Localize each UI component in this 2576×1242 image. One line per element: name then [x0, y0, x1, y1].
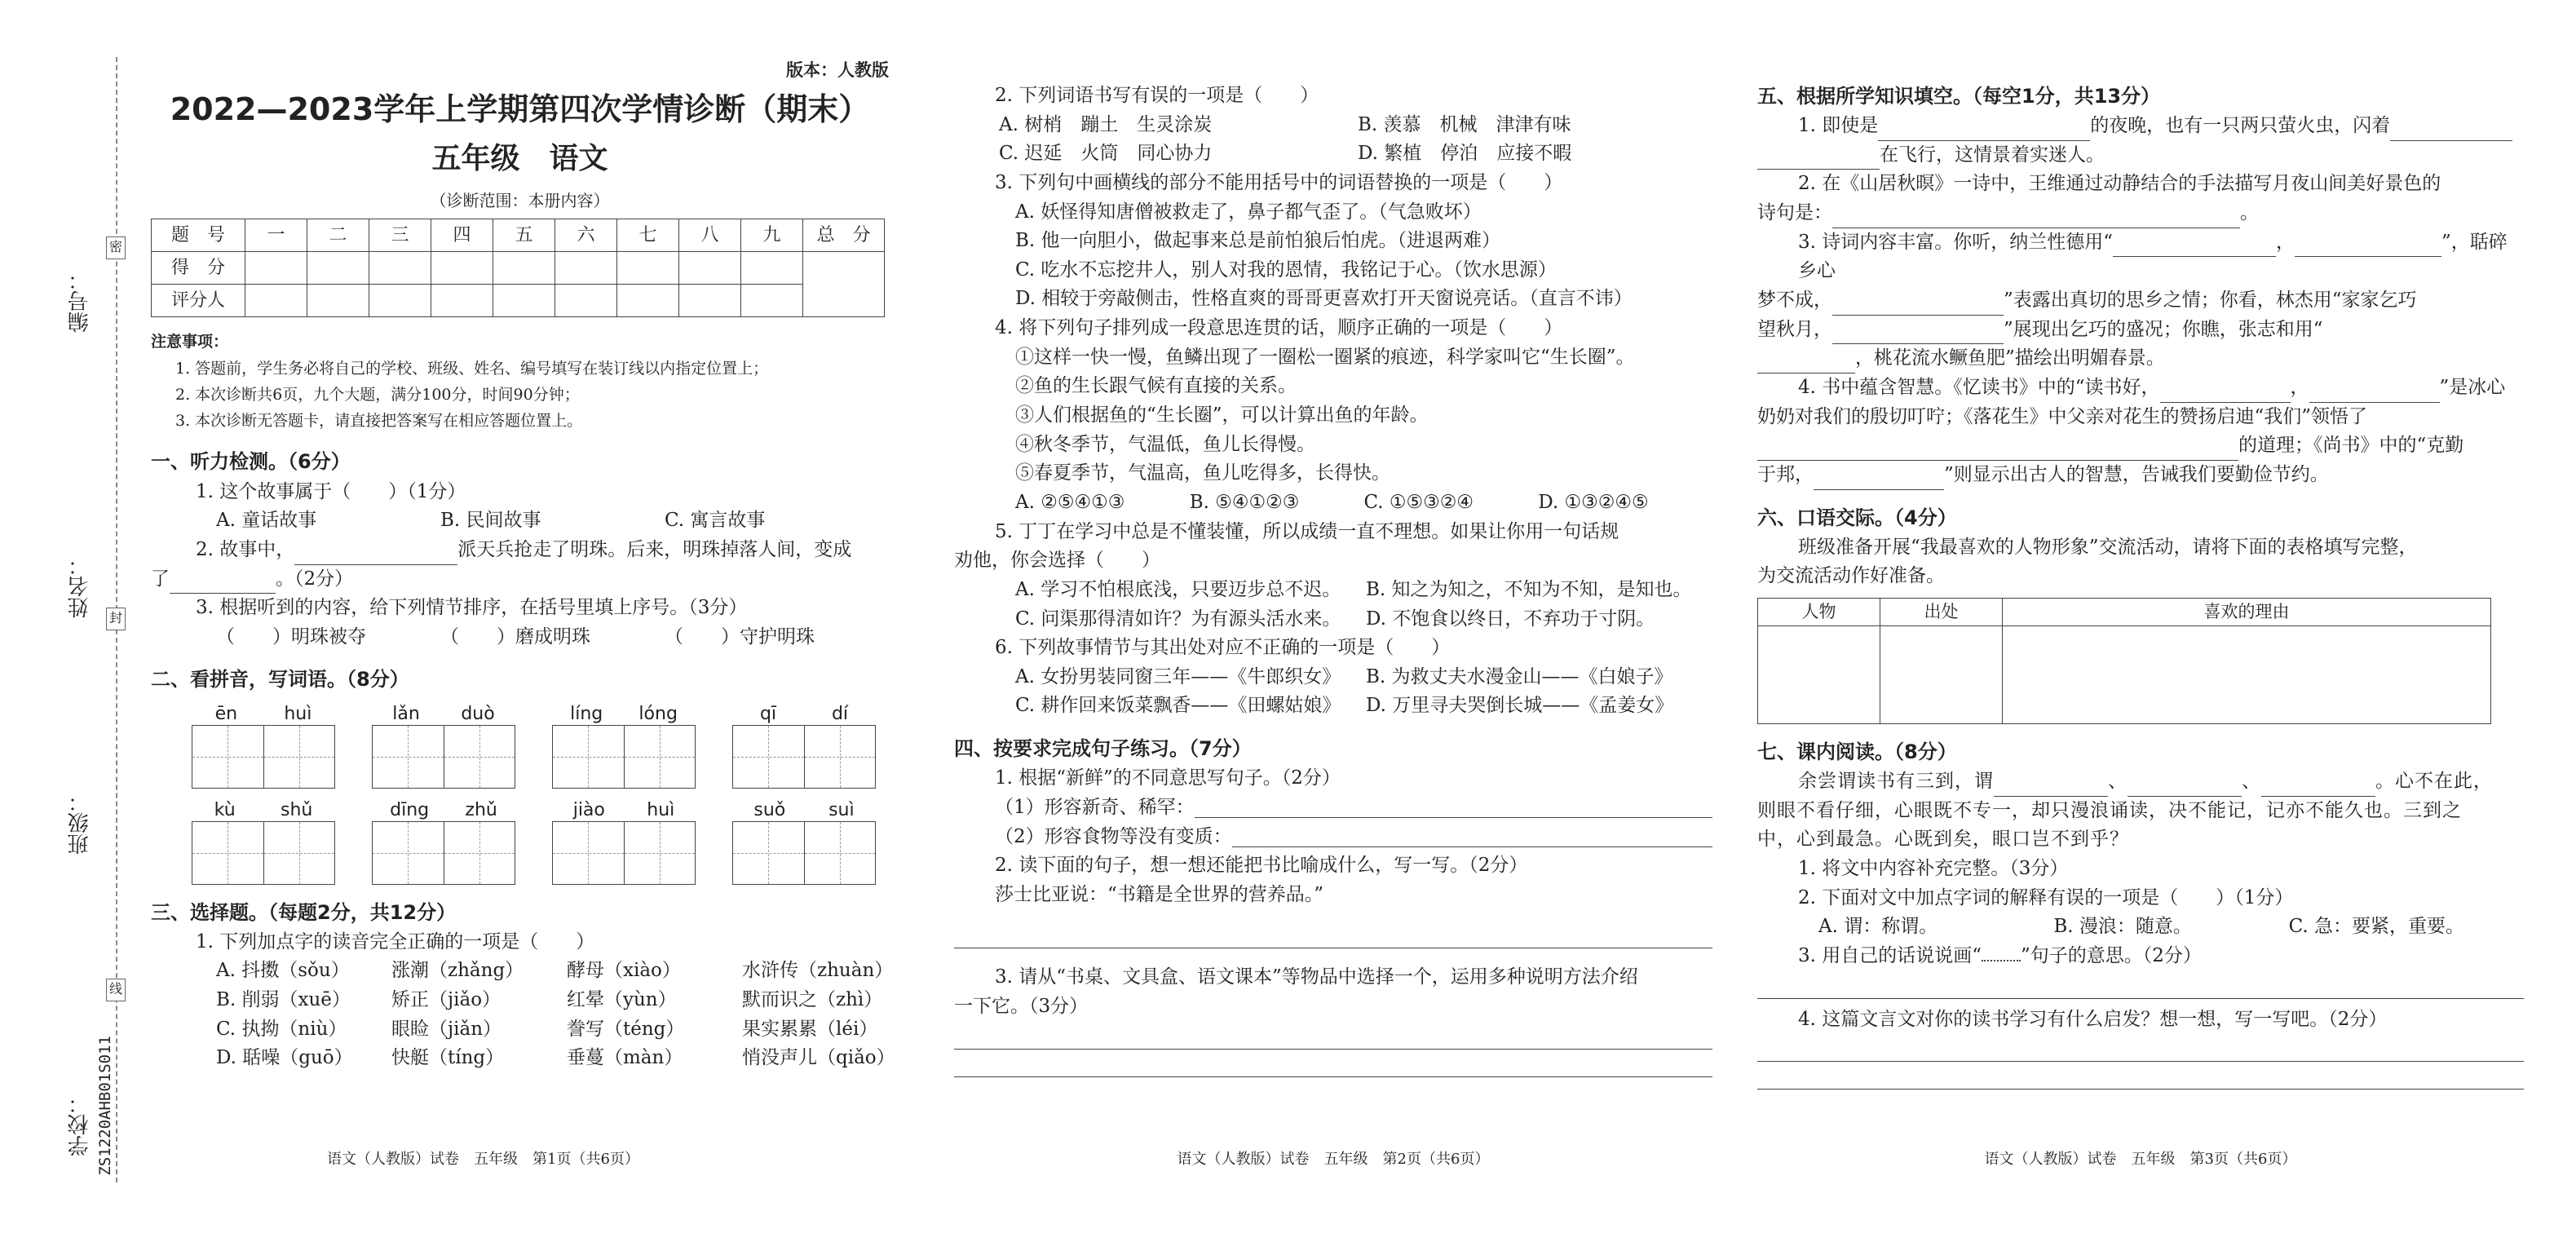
writing-grid[interactable] [552, 821, 696, 885]
class-label: 班级： [68, 791, 92, 855]
question: 一下它。（3分） [954, 996, 1089, 1018]
question [954, 793, 1712, 823]
question-text: ”表露出真切的思乡之情；你看，林杰用“家家乞巧 [2004, 290, 2417, 312]
score-header: 六 [555, 219, 617, 252]
option[interactable]: B. 削弱（xuē） [216, 989, 351, 1011]
option[interactable]: A. 谓：称谓。 [1818, 916, 1938, 938]
question-text: 的道理；《尚书》中的“克勤 [2238, 435, 2464, 457]
question [1757, 141, 2524, 170]
table-cell[interactable] [2003, 625, 2491, 723]
question: 2. 在《山居秋暝》一诗中，王维通过动静结合的手法描写月夜山间美好景色的 [1798, 173, 2441, 195]
school-label: 学校： [68, 1093, 92, 1156]
binding-margin [0, 0, 122, 1242]
question [1757, 286, 2524, 316]
exam-scope: （诊断范围：本册内容） [430, 191, 610, 211]
options-grid [954, 576, 1712, 634]
pinyin-word [192, 701, 335, 789]
pinyin-word [372, 701, 515, 789]
pinyin: ēn [214, 703, 238, 724]
question-text: ， [2276, 231, 2295, 253]
seal-mark: 密 [106, 236, 126, 259]
pinyin: huì [647, 799, 675, 820]
option: 快艇（tíng） [391, 1047, 505, 1069]
section-heading: 一、听力检测。（6分） [151, 450, 351, 474]
answer-blank[interactable] [1232, 823, 1712, 847]
answer-blank[interactable] [2295, 256, 2441, 257]
option[interactable]: D. ①③②④⑤ [1538, 491, 1649, 513]
question-text: （2）形容食物等没有变质： [995, 825, 1232, 847]
question: 班级准备开展“我最喜欢的人物形象”交流活动，请将下面的表格填写完整， [1798, 536, 2418, 558]
score-header: 九 [741, 219, 803, 252]
option[interactable]: A. ②⑤④①③ [1015, 491, 1125, 513]
seal-mark: 线 [106, 979, 126, 1001]
question-text: ”是冰心 [2439, 376, 2506, 398]
question: 1. 这个故事属于（ ）（1分） [196, 480, 466, 502]
question [1757, 373, 2524, 403]
question: 3. 下列句中画横线的部分不能用括号中的词语替换的一项是（ ） [995, 171, 1563, 193]
question: 1. 将文中内容补充完整。（3分） [1798, 858, 2069, 880]
score-header: 二 [307, 219, 369, 252]
question-text: 在飞行，这情景着实迷人。 [1880, 144, 2105, 166]
option: 眼睑（jiǎn） [391, 1018, 502, 1040]
passage-text: 余尝谓读书有三到，谓 [1798, 771, 1994, 793]
question [151, 536, 889, 565]
option[interactable]: A. 妖怪得知唐僧被救走了，鼻子都气歪了。（气急败坏） [1015, 201, 1482, 223]
pinyin: shǔ [280, 799, 313, 820]
question-text: 诗句是： [1757, 202, 1832, 224]
question: 4. 这篇文言文对你的读书学习有什么启发？想一想，写一写吧。（2分） [1798, 1008, 2388, 1030]
sentence-item: ⑤春夏季节，气温高，鱼儿吃得多，长得快。 [1015, 462, 1390, 484]
question-text: 派天兵抢走了明珠。后来，明珠掉落人间，变成 [457, 538, 852, 560]
sentence-item: ②鱼的生长跟气候有直接的关系。 [1015, 375, 1297, 397]
question [1757, 431, 2524, 461]
writing-grid[interactable] [732, 725, 876, 789]
option[interactable]: B. 为救丈夫水漫金山——《白娘子》 [1366, 665, 1673, 687]
table-cell[interactable] [1880, 625, 2003, 723]
passage: 余尝谓读书有三到，谓 、 、 。心不在此， [1757, 767, 2524, 797]
pinyin: qī [759, 703, 777, 724]
note-item: 2. 本次诊断共6页，九个大题，满分100分，时间90分钟； [175, 385, 580, 404]
question [1757, 942, 2524, 971]
option[interactable]: （ ）磨成明珠 [440, 625, 590, 648]
table-header: 喜欢的理由 [2003, 598, 2491, 625]
question: 3. 请从“书桌、文具盒、语文课本”等物品中选择一个，运用多种说明方法介绍 [995, 966, 1638, 988]
options [954, 488, 1712, 518]
question: 2. 下面对文中加点字词的解释有误的一项是（ ）（1分） [1798, 886, 2294, 908]
option: 垂蔓（màn） [567, 1047, 683, 1069]
question [1757, 228, 2524, 286]
answer-blank[interactable] [1195, 793, 1712, 818]
question: 1. 下列加点字的读音完全正确的一项是（ ） [196, 930, 595, 952]
score-header: 五 [493, 219, 555, 252]
section-heading: 二、看拼音，写词语。（8分） [151, 668, 409, 692]
question: 劝他，你会选择（ ） [954, 550, 1160, 572]
answer-line[interactable] [1757, 1034, 2524, 1062]
option[interactable]: C. 问渠那得清如许？为有源头活水来。 [1015, 608, 1341, 630]
sentence-item: ④秋冬季节，气温低，鱼儿长得慢。 [1015, 433, 1315, 455]
score-header: 三 [369, 219, 431, 252]
exam-page-2 [954, 0, 1712, 1242]
sentence-item: ①这样一快一慢，鱼鳞出现了一圈松一圈紧的痕迹，科学家叫它“生长圈”。 [1015, 346, 1635, 368]
exam-page-3 [1757, 0, 2524, 1242]
pinyin-row [151, 701, 889, 789]
score-header: 四 [431, 219, 493, 252]
option[interactable]: C. 寓言故事 [665, 510, 766, 532]
seal-mark: 封 [106, 608, 126, 630]
exam-code: ZS1220AHB01S011 [96, 1036, 114, 1176]
option[interactable]: C. 吃水不忘挖井人，别人对我的恩情，我铭记于心。（饮水思源） [1015, 259, 1557, 281]
question-text: 1. 即使是 [1798, 115, 1879, 137]
page-footer: 语文（人教版）试卷 五年级 第2页（共6页） [1177, 1151, 1490, 1168]
question [954, 823, 1712, 852]
options [1757, 913, 2524, 942]
note-item: 3. 本次诊断无答题卡，请直接把答案写在相应答题位置上。 [175, 412, 583, 431]
option[interactable]: B. 漫浪：随意。 [2053, 916, 2192, 938]
option[interactable]: （ ）明珠被夺 [216, 625, 366, 648]
question: 5. 丁丁在学习中总是不懂装懂，所以成绩一直不理想。如果让你用一句话规 [995, 520, 1619, 542]
pinyin: suǒ [753, 799, 786, 820]
writing-grid[interactable] [552, 725, 696, 789]
question [1757, 461, 2524, 490]
passage-text: 中，心到最急。心既到矣，眼口岂不到乎？ [1757, 829, 2129, 851]
writing-grid[interactable] [192, 821, 335, 885]
question: 奶奶对我们的殷切叮咛；《落花生》中父亲对花生的赞扬启迪“我们”领悟了 [1757, 405, 2368, 427]
question [1757, 344, 2524, 373]
section-heading: 三、选择题。（每题2分，共12分） [151, 900, 457, 924]
answer-line[interactable] [1757, 971, 2524, 999]
option[interactable]: B. 民间故事 [440, 510, 541, 532]
pinyin: duò [461, 703, 495, 724]
pinyin: huì [284, 703, 312, 724]
option[interactable]: B. 他一向胆小，做起事来总是前怕狼后怕虎。（进退两难） [1015, 230, 1501, 252]
answer-blank[interactable] [2390, 140, 2512, 141]
question: 2. 下列词语书写有误的一项是（ ） [995, 85, 1319, 106]
question: 4. 将下列句子排列成一段意思连贯的话，顺序正确的一项是（ ） [995, 317, 1563, 339]
writing-grid[interactable] [192, 725, 335, 789]
option[interactable]: B. 知之为知之，不知为不知，是知也。 [1366, 578, 1692, 600]
pinyin-word [192, 797, 335, 885]
options [151, 623, 889, 652]
sentence-item: ③人们根据鱼的“生长圈”，可以计算出鱼的年龄。 [1015, 404, 1429, 427]
options-grid [151, 957, 895, 1073]
question-text: 。（2分） [276, 568, 354, 590]
pinyin-word [372, 797, 515, 885]
question-text: 梦不成， [1757, 290, 1832, 312]
option: 矫正（jiǎo） [391, 989, 502, 1011]
total-score-cell[interactable] [803, 252, 885, 317]
question-text: ”则显示出古人的智慧，告诫我们要勤俭节约。 [1944, 463, 2329, 485]
pinyin: suì [828, 799, 855, 820]
option[interactable]: B. ⑤④①②③ [1189, 491, 1300, 513]
question: 2. 读下面的句子，想一想还能把书比喻成什么，写一写。（2分） [995, 855, 1528, 877]
id-number-label: 编号： [68, 269, 92, 333]
question [151, 565, 889, 594]
score-table [151, 219, 885, 317]
option[interactable]: D. 不饱食以终日，不弃功于寸阴。 [1366, 608, 1655, 630]
question-text: 于邦， [1757, 463, 1814, 485]
option: 果实累累（léi） [742, 1018, 878, 1040]
question-text: ”展现出乞巧的盛况；你瞧，张志和用“ [2004, 318, 2323, 340]
option[interactable]: （ ）守护明珠 [665, 625, 815, 648]
question: 6. 下列故事情节与其出处对应不正确的一项是（ ） [995, 637, 1451, 659]
score-header: 题 号 [152, 219, 245, 252]
question-text: ”句子的意思。（2分） [2021, 945, 2202, 967]
options-grid [954, 663, 1712, 721]
table-header: 出处 [1880, 598, 2003, 625]
answer-line[interactable] [954, 921, 1712, 948]
pinyin-word [732, 701, 876, 789]
section-heading: 五、根据所学知识填空。（每空1分，共13分） [1757, 85, 2161, 108]
option[interactable]: C. 耕作回来饭菜飘香——《田螺姑娘》 [1015, 695, 1341, 717]
option[interactable]: A. 女扮男装同窗三年——《牛郎织女》 [1015, 665, 1341, 687]
option[interactable]: C. 急：要紧，重要。 [2288, 916, 2465, 938]
option[interactable]: A. 树梢 蹦土 生灵涂炭 [999, 113, 1213, 135]
answer-line[interactable] [1757, 1062, 2524, 1090]
question-text: ”，聒碎乡心 [1798, 231, 2508, 282]
option[interactable]: A. 童话故事 [216, 510, 317, 532]
pinyin: jiào [572, 799, 605, 820]
note-item: 1. 答题前，学生务必将自己的学校、班级、姓名、编号填写在装订线以内指定位置上； [175, 359, 769, 378]
notes-heading: 注意事项： [151, 333, 229, 351]
question-text: 了 [151, 568, 170, 590]
answer-blank[interactable] [2113, 256, 2276, 257]
question: 1. 根据“新鲜”的不同意思写句子。（2分） [995, 767, 1341, 789]
options-grid [954, 111, 1712, 169]
option[interactable]: D. 万里寻夫哭倒长城——《孟姜女》 [1366, 695, 1674, 717]
talk-table [1757, 598, 2491, 724]
question-text: 2. 故事中， [196, 538, 295, 560]
option[interactable]: C. ①⑤③②④ [1363, 491, 1474, 513]
score-header: 一 [245, 219, 307, 252]
table-cell[interactable] [1758, 625, 1880, 723]
pinyin-word [552, 797, 696, 885]
pinyin-word [552, 701, 696, 789]
option: 红晕（yùn） [567, 989, 677, 1011]
question [1757, 316, 2524, 345]
option[interactable]: B. 羡慕 机械 津津有味 [1358, 113, 1571, 135]
question [1757, 112, 2524, 141]
option: 酵母（xiào） [567, 960, 681, 982]
question: 3. 根据听到的内容，给下列情节排序，在括号里填上序号。（3分） [196, 597, 748, 619]
question-text: 3. 诗词内容丰富。你听，纳兰性德用“ [1798, 231, 2114, 253]
score-row-label: 得 分 [152, 252, 245, 285]
writing-grid[interactable] [372, 725, 515, 789]
pinyin: zhǔ [465, 799, 497, 820]
option[interactable]: C. 执拗（niù） [216, 1018, 347, 1040]
question-text: （1）形容新奇、稀罕： [995, 796, 1195, 818]
answer-line[interactable] [954, 1050, 1712, 1077]
name-label: 姓名： [68, 555, 92, 618]
question-text: 的夜晚，也有一只两只萤火虫，闪着 [2090, 115, 2391, 137]
option[interactable]: D. 繁植 停泊 应接不暇 [1358, 143, 1572, 165]
pinyin: lǎn [392, 703, 420, 724]
option: 水浒传（zhuàn） [742, 960, 894, 982]
table-header: 人物 [1758, 598, 1880, 625]
answer-blank[interactable] [1814, 489, 1944, 490]
score-header: 总 分 [803, 219, 885, 252]
exam-page-1 [0, 0, 905, 1242]
quote: 莎士比亚说：“书籍是全世界的营养品。” [995, 883, 1324, 905]
question: 为交流活动作好准备。 [1757, 565, 1945, 587]
section-heading: 七、课内阅读。（8分） [1757, 740, 1957, 763]
score-header: 八 [679, 219, 741, 252]
pinyin-row [151, 797, 889, 885]
exam-title: 2022—2023学年上学期第四次学情诊断（期末） [170, 91, 870, 127]
option: 涨潮（zhǎng） [391, 960, 524, 982]
option[interactable]: A. 抖擞（sǒu） [216, 960, 350, 982]
pinyin-word [732, 797, 876, 885]
page-footer: 语文（人教版）试卷 五年级 第1页（共6页） [327, 1151, 639, 1168]
wavy-underline-sample [1982, 960, 2021, 961]
question-text: 4. 书中蕴含智慧。《忆读书》中的“读书好， [1798, 376, 2160, 398]
pinyin: líng [570, 703, 603, 724]
passage-text: 则眼不看仔细，心眼既不专一，却只漫浪诵读，决不能记，记亦不能久也。三到之 [1757, 799, 2462, 821]
pinyin: dīng [390, 799, 430, 820]
options [151, 506, 889, 536]
option[interactable]: C. 迟延 火筒 同心协力 [999, 143, 1213, 165]
writing-grid[interactable] [372, 821, 515, 885]
option: 默而识之（zhì） [742, 989, 883, 1011]
option[interactable]: A. 学习不怕根底浅，只要迈步总不迟。 [1015, 578, 1341, 600]
option: 悄没声儿（qiǎo） [742, 1047, 895, 1069]
pinyin: kù [214, 799, 236, 820]
option[interactable]: D. 相较于旁敲侧击，性格直爽的哥哥更喜欢打开天窗说亮话。（直言不讳） [1015, 288, 1633, 310]
question-text: ，桃花流水鳜鱼肥”描绘出明媚春景。 [1855, 347, 2165, 369]
option[interactable]: D. 聒噪（guō） [216, 1047, 353, 1069]
question-text: ， [2290, 376, 2309, 398]
writing-grid[interactable] [732, 821, 876, 885]
section-heading: 四、按要求完成句子练习。（7分） [954, 737, 1252, 761]
score-header: 七 [617, 219, 679, 252]
score-row-label: 评分人 [152, 285, 245, 317]
option: 誊写（téng） [567, 1018, 685, 1040]
exam-notes [151, 329, 889, 434]
section-heading: 六、口语交际。（4分） [1757, 506, 1957, 529]
version-label: 版本：人教版 [786, 60, 889, 80]
page-footer: 语文（人教版）试卷 五年级 第3页（共6页） [1984, 1151, 2297, 1168]
question-text: 望秋月， [1757, 318, 1832, 340]
pinyin: dí [831, 703, 849, 724]
passage-text: 。心不在此， [2375, 771, 2493, 793]
exam-subtitle: 五年级 语文 [431, 142, 608, 176]
question: 诗句是： 。 [1757, 199, 2524, 228]
answer-line[interactable] [954, 1022, 1712, 1050]
question-text: 3. 用自己的话说说画“ [1798, 945, 1982, 967]
pinyin: lóng [638, 703, 678, 724]
